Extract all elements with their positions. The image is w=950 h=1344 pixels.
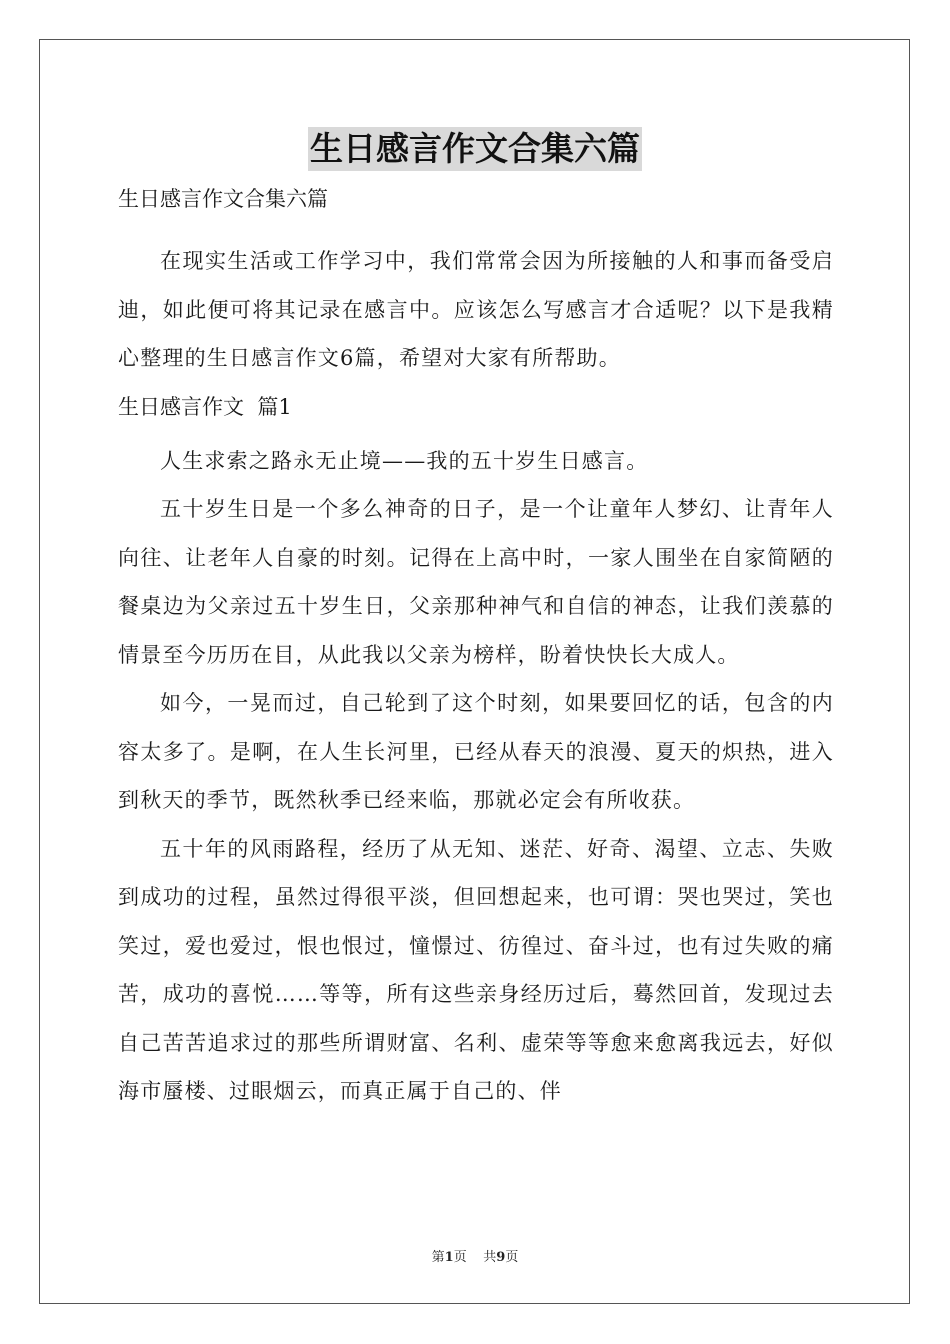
body-paragraph: 人生求索之路永无止境——我的五十岁生日感言。: [160, 448, 649, 473]
section-heading: 生日感言作文 篇1: [118, 394, 292, 419]
body-paragraph: 五十岁生日是一个多么神奇的日子，是一个让童年人梦幻、让青年人向往、让老年人自豪的时刻。记得在上高中时，一家人围坐在自家简陋的餐桌边为父亲过五十岁生日，父亲那种神气和自信的神态，让我们羡慕的情景至今历历在目，从此我以父亲为榜样，盼着快快长大成人。: [118, 497, 834, 667]
footer-total-pages: 9: [496, 1250, 506, 1265]
footer-page-suffix: 页: [453, 1250, 467, 1265]
footer-total-suffix: 页: [505, 1250, 519, 1265]
footer-total-prefix: 共: [483, 1250, 497, 1265]
title-container: [0, 127, 950, 171]
footer-page-number: 1: [444, 1250, 454, 1265]
document-subtitle: 生日感言作文合集六篇: [118, 187, 328, 211]
document-title: 生日感言作文合集六篇: [308, 127, 642, 171]
footer-page-prefix: 第: [431, 1250, 445, 1265]
body-paragraph: 如今，一晃而过，自己轮到了这个时刻，如果要回忆的话，包含的内容太多了。是啊，在人生长河里，已经从春天的浪漫、夏天的炽热，进入到秋天的季节，既然秋季已经来临，那就必定会有所收获。: [118, 691, 834, 812]
intro-paragraph: 在现实生活或工作学习中，我们常常会因为所接触的人和事而备受启迪，如此便可将其记录在感言中。应该怎么写感言才合适呢？以下是我精心整理的生日感言作文6篇，希望对大家有所帮助。: [118, 249, 834, 370]
body-paragraph: 五十年的风雨路程，经历了从无知、迷茫、好奇、渴望、立志、失败到成功的过程，虽然过得很平淡，但回想起来，也可谓：哭也哭过，笑也笑过，爱也爱过，恨也恨过，憧憬过、彷徨过、奋斗过，也有过失败的痛苦，成功的喜悦……等等，所有这些亲身经历过后，蓦然回首，发现过去自己苦苦追求过的那些所谓财富、名利、虚荣等等愈来愈离我远去，好似海市蜃楼、过眼烟云，而真正属于自己的、伴: [118, 836, 834, 1103]
document-body: [118, 181, 834, 1116]
page-footer: [0, 1246, 950, 1265]
